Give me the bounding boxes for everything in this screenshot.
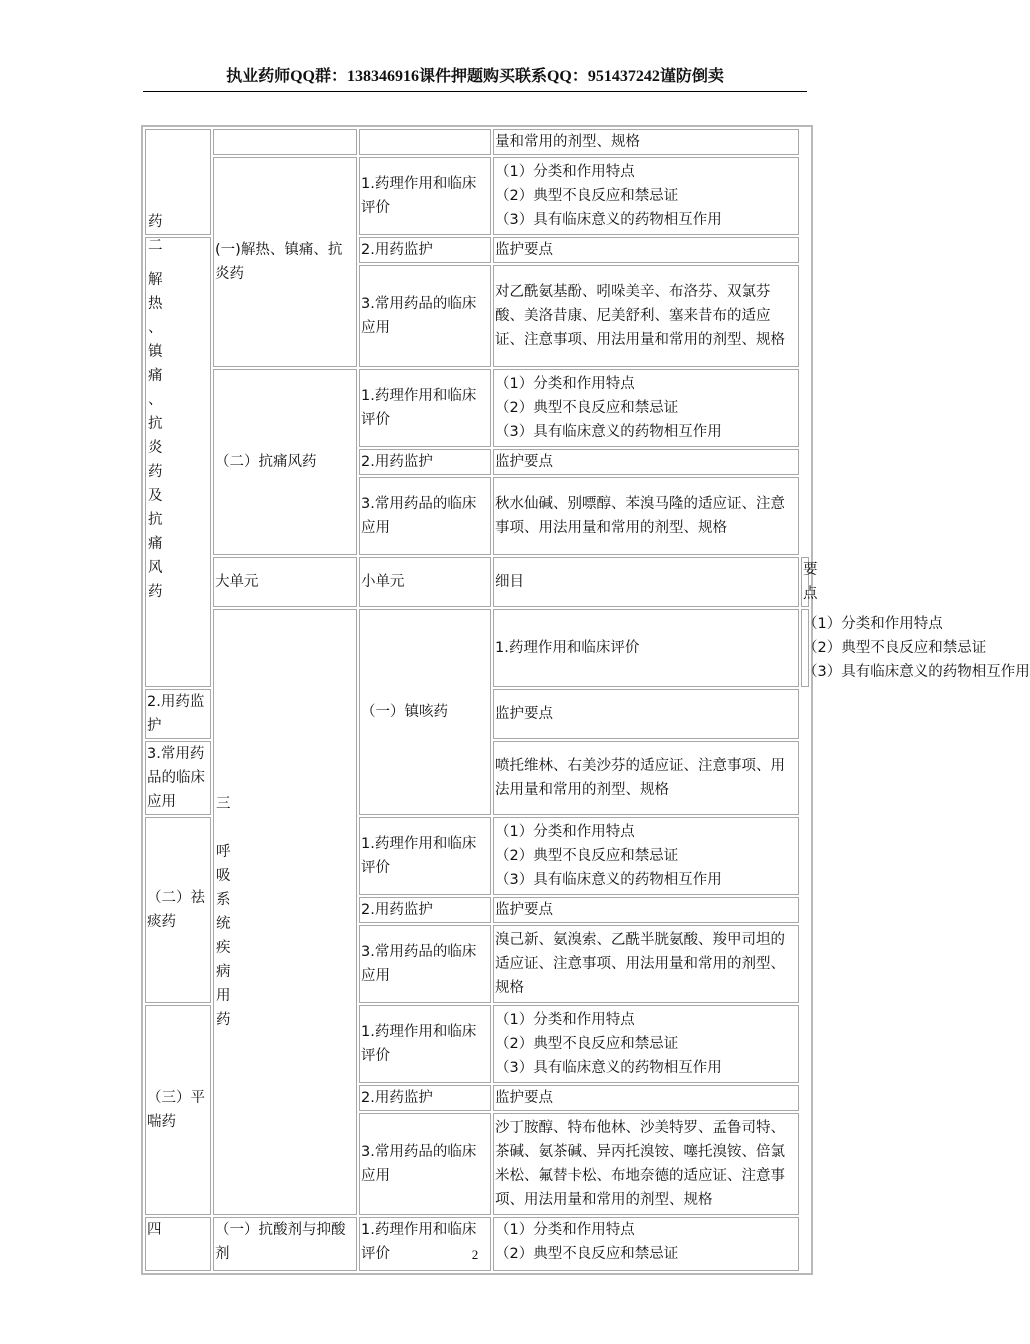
page-number: 2 <box>471 1247 479 1262</box>
point-cell: （1）分类和作用特点 （2）典型不良反应和禁忌证 （3）具有临床意义的药物相互作用 <box>493 1005 799 1083</box>
column-header: 小单元 <box>359 557 491 607</box>
empty-cell <box>213 129 357 155</box>
point-cell: 监护要点 <box>493 897 799 923</box>
item-cell: 1.药理作用和临床评价 <box>359 817 491 895</box>
point-cell: 沙丁胺醇、特布他林、沙美特罗、孟鲁司特、茶碱、氨茶碱、异丙托溴铵、噻托溴铵、倍氯米松、氟替卡松、布地奈德的适应证、注意事项、用法用量和常用的剂型、规格 <box>493 1113 799 1215</box>
sub-unit-cell: （三）平喘药 <box>145 1005 211 1215</box>
point-cell: （1）分类和作用特点 （2）典型不良反应和禁忌证 <box>493 1217 799 1271</box>
item-cell: 3.常用药品的临床应用 <box>359 1113 491 1215</box>
table-row <box>145 369 809 447</box>
point-cell: 秋水仙碱、别嘌醇、苯溴马隆的适应证、注意事项、用法用量和常用的剂型、规格 <box>493 477 799 555</box>
item-cell: 1.药理作用和临床评价 <box>359 369 491 447</box>
point-cell: 监护要点 <box>493 1085 799 1111</box>
major-unit-cell: 四 <box>145 1217 211 1271</box>
point-cell: （1）分类和作用特点 （2）典型不良反应和禁忌证 （3）具有临床意义的药物相互作用 <box>493 369 799 447</box>
item-cell: 3.常用药品的临床应用 <box>359 925 491 1003</box>
column-header: 大单元 <box>213 557 357 607</box>
item-cell: 1.药理作用和临床评价 <box>359 157 491 235</box>
item-cell: 2.用药监护 <box>359 449 491 475</box>
item-cell: 2.用药监护 <box>359 1085 491 1111</box>
item-cell: 1.药理作用和临床评价 <box>359 1005 491 1083</box>
empty-cell <box>359 129 491 155</box>
point-cell: 溴己新、氨溴索、乙酰半胱氨酸、羧甲司坦的适应证、注意事项、用法用量和常用的剂型、规格 <box>493 925 799 1003</box>
item-cell: 1.药理作用和临床评价 <box>493 609 799 687</box>
point-cell: （1）分类和作用特点 （2）典型不良反应和禁忌证 （3）具有临床意义的药物相互作用 <box>493 817 799 895</box>
item-cell: 2.用药监护 <box>359 237 491 263</box>
point-cell: 监护要点 <box>493 689 799 739</box>
item-cell: 3.常用药品的临床应用 <box>359 477 491 555</box>
point-cell: （1）分类和作用特点 （2）典型不良反应和禁忌证 （3）具有临床意义的药物相互作用 <box>801 609 809 687</box>
item-cell: 3.常用药品的临床应用 <box>359 265 491 367</box>
header-rule <box>143 91 807 92</box>
table-row <box>145 609 809 687</box>
sub-unit-cell: (一)解热、镇痛、抗炎药 <box>213 157 357 367</box>
sub-unit-cell: （二）抗痛风药 <box>213 369 357 555</box>
table-row <box>145 129 809 155</box>
page-header: 执业药师QQ群：138346916课件押题购买联系QQ：951437242谨防倒卖 <box>226 68 724 85</box>
point-cell: 喷托维林、右美沙芬的适应证、注意事项、用法用量和常用的剂型、规格 <box>493 741 799 815</box>
sub-unit-cell: （一）镇咳药 <box>359 609 491 815</box>
point-cell: （1）分类和作用特点 （2）典型不良反应和禁忌证 （3）具有临床意义的药物相互作用 <box>493 157 799 235</box>
point-cell: 监护要点 <box>493 237 799 263</box>
sub-unit-cell: （一）抗酸剂与抑酸剂 <box>213 1217 357 1271</box>
major-unit-cell: 药 二 解 热 、 镇 痛 、 抗 炎 药 及 抗 痛 风 药 <box>145 237 211 687</box>
item-cell: 3.常用药品的临床应用 <box>145 741 211 815</box>
syllabus-table <box>141 125 1030 1275</box>
point-cell: 对乙酰氨基酚、吲哚美辛、布洛芬、双氯芬酸、美洛昔康、尼美舒利、塞来昔布的适应证、注意事项、用法用量和常用的剂型、规格 <box>493 265 799 367</box>
item-cell: 2.用药监护 <box>359 897 491 923</box>
column-header: 要点 <box>801 557 809 607</box>
table-row <box>145 157 809 235</box>
table-header-row <box>145 557 809 607</box>
major-unit-cell: 三 呼 吸 系 统 疾 病 用 药 <box>213 609 357 1215</box>
item-cell: 2.用药监护 <box>145 689 211 739</box>
sub-unit-cell: （二）祛痰药 <box>145 817 211 1003</box>
column-header: 细目 <box>493 557 799 607</box>
point-cell: 监护要点 <box>493 449 799 475</box>
point-cell: 量和常用的剂型、规格 <box>493 129 799 155</box>
item-cell: 1.药理作用和临床评价 <box>359 1217 491 1271</box>
